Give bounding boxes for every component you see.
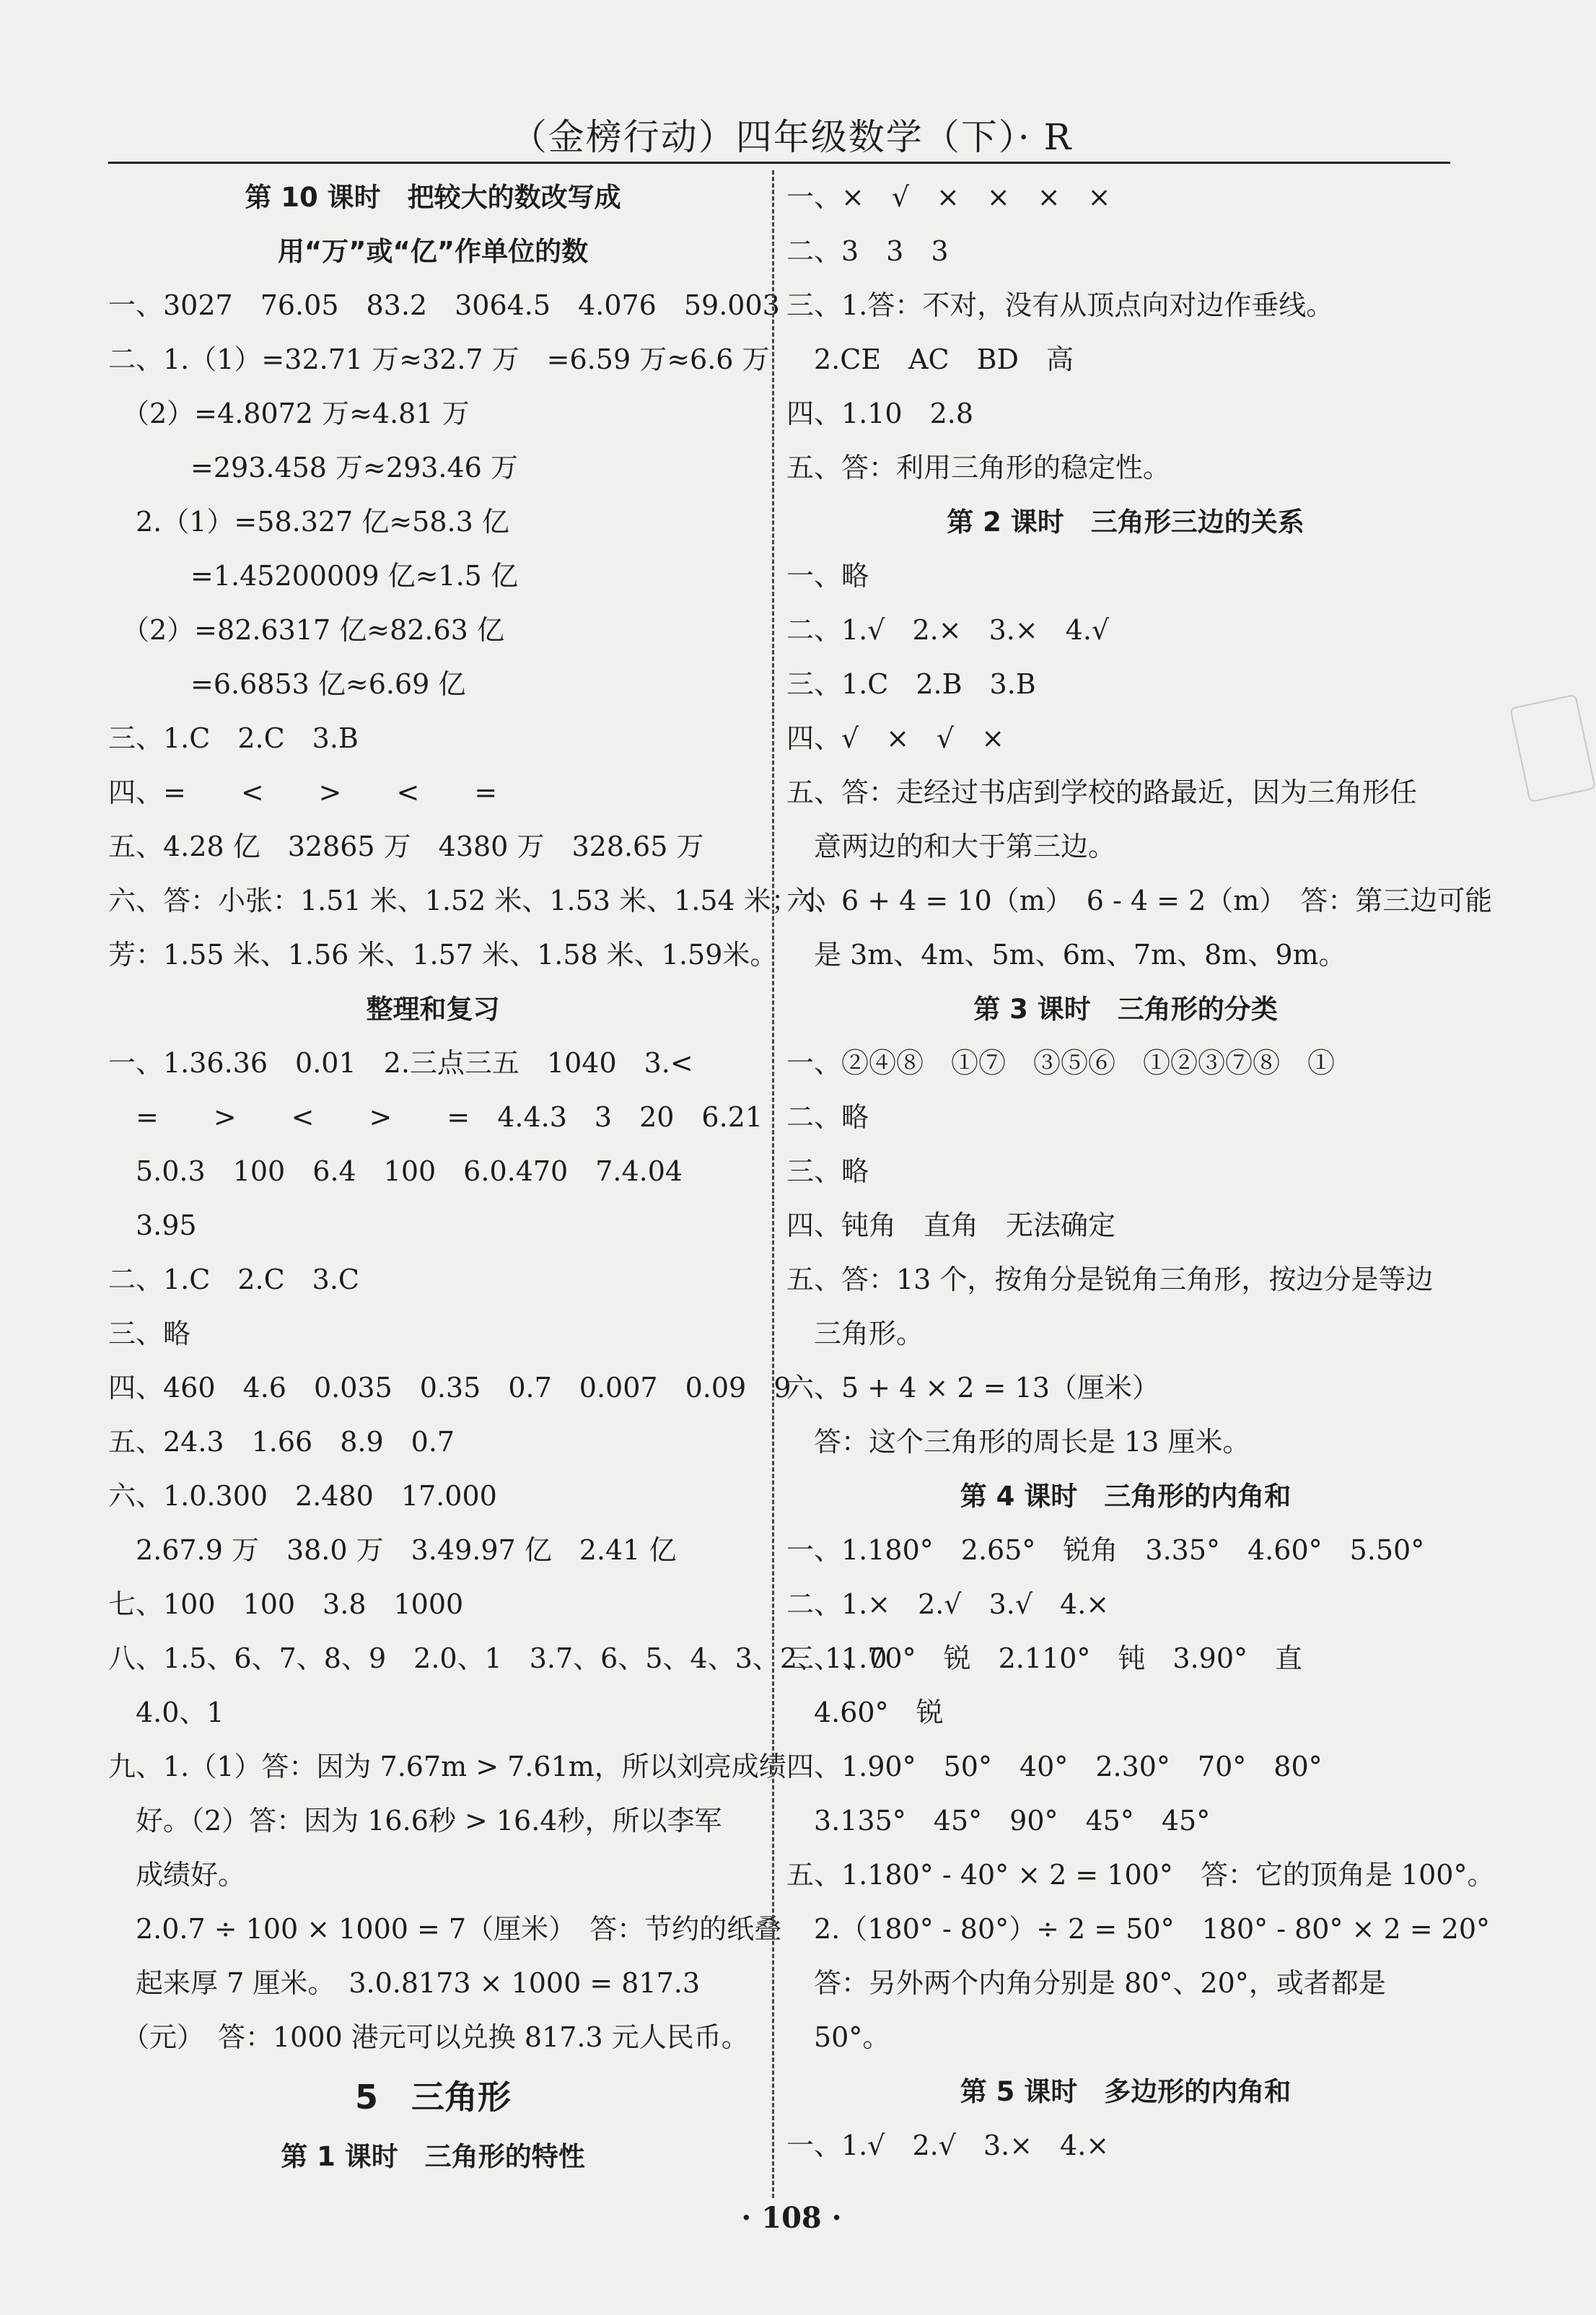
answer-line: 好。（2）答：因为 16.6秒 > 16.4秒，所以李军 (108, 1805, 722, 1837)
answer-line: 七、100 100 3.8 1000 (108, 1588, 464, 1620)
answer-line: 一、1.√ 2.√ 3.× 4.× (786, 2130, 1110, 2161)
answer-line: （2）=4.8072 万≈4.81 万 (108, 398, 470, 429)
answer-line: 五、答：利用三角形的稳定性。 (786, 452, 1171, 483)
lesson-heading: 第 4 课时 三角形的内角和 (960, 1481, 1292, 1512)
answer-line: 芳：1.55 米、1.56 米、1.57 米、1.58 米、1.59米。 (108, 939, 778, 971)
answer-line: 2.（180° - 80°）÷ 2 = 50° 180° - 80° × 2 = 20° (786, 1913, 1490, 1945)
answer-line: 三、略 (108, 1318, 191, 1349)
lesson-heading: 整理和复习 (366, 994, 500, 1025)
answer-line: 二、3 3 3 (786, 235, 949, 267)
answer-line: 答：另外两个内角分别是 80°、20°，或者都是 (786, 1967, 1386, 1999)
unit-title: 5 三角形 (354, 2078, 511, 2117)
answer-line: 三、略 (786, 1155, 869, 1187)
answer-line: 50°。 (786, 2021, 890, 2053)
lesson-heading: 第 5 课时 多边形的内角和 (960, 2076, 1292, 2107)
lesson-heading: 第 3 课时 三角形的分类 (973, 994, 1278, 1025)
page-header: （金榜行动）四年级数学（下）· R (510, 116, 1073, 158)
answer-line: 2.（1）=58.327 亿≈58.3 亿 (108, 506, 509, 538)
answer-line: 三角形。 (786, 1318, 924, 1349)
answer-line: 六、6 + 4 = 10（m） 6 - 4 = 2（m） 答：第三边可能 (786, 885, 1493, 916)
lesson-heading: 用“万”或“亿”作单位的数 (277, 236, 589, 267)
answer-line: 一、3027 76.05 83.2 3064.5 4.076 59.003 (108, 289, 780, 321)
answer-line: 三、1.C 2.C 3.B (108, 722, 359, 754)
answer-line: 四、1.90° 50° 40° 2.30° 70° 80° (786, 1751, 1323, 1782)
answer-line: 四、1.10 2.8 (786, 398, 974, 429)
answer-line: 二、1.（1）=32.71 万≈32.7 万 =6.59 万≈6.6 万 (108, 343, 770, 375)
answer-line: 一、1.36.36 0.01 2.三点三五 1040 3.< (108, 1047, 693, 1079)
answer-line: 2.CE AC BD 高 (786, 343, 1074, 375)
answer-line: 六、1.0.300 2.480 17.000 (108, 1480, 497, 1512)
answer-line: 四、= < > < = (108, 776, 498, 808)
answer-line: 三、1.答：不对，没有从顶点向对边作垂线。 (786, 289, 1334, 321)
answer-line: 成绩好。 (108, 1859, 246, 1891)
answer-line: 三、1.C 2.B 3.B (786, 668, 1036, 700)
answer-line: 5.0.3 100 6.4 100 6.0.470 7.4.04 (108, 1155, 683, 1187)
answer-line: 四、钝角 直角 无法确定 (786, 1209, 1116, 1241)
answer-line: =6.6853 亿≈6.69 亿 (108, 668, 466, 700)
answer-line: （元） 答：1000 港元可以兑换 817.3 元人民币。 (108, 2021, 749, 2053)
answer-line: 五、24.3 1.66 8.9 0.7 (108, 1426, 455, 1458)
answer-line: 4.60° 锐 (786, 1697, 944, 1728)
page-number: · 108 · (741, 2201, 842, 2235)
answer-line: = > < > = 4.4.3 3 20 6.21 (108, 1101, 763, 1133)
answer-line: 二、1.C 2.C 3.C (108, 1264, 359, 1295)
answer-line: 是 3m、4m、5m、6m、7m、8m、9m。 (786, 939, 1346, 971)
answer-line: 二、略 (786, 1101, 869, 1133)
answer-line: =293.458 万≈293.46 万 (108, 452, 518, 483)
lesson-heading: 第 2 课时 三角形三边的关系 (947, 507, 1305, 538)
answer-line: （2）=82.6317 亿≈82.63 亿 (108, 614, 504, 646)
answer-line: 4.0、1 (108, 1697, 224, 1728)
answer-line: 六、答：小张：1.51 米、1.52 米、1.53 米、1.54 米；小 (108, 885, 826, 916)
answer-line: 五、1.180° - 40° × 2 = 100° 答：它的顶角是 100°。 (786, 1859, 1495, 1891)
answer-line: 八、1.5、6、7、8、9 2.0、1 3.7、6、5、4、3、2、1、0 (108, 1642, 887, 1674)
answer-line: 答：这个三角形的周长是 13 厘米。 (786, 1426, 1250, 1458)
answer-line: 2.0.7 ÷ 100 × 1000 = 7（厘米） 答：节约的纸叠 (108, 1913, 782, 1945)
answer-line: 一、略 (786, 560, 869, 592)
answer-line: 三、1.70° 锐 2.110° 钝 3.90° 直 (786, 1642, 1303, 1674)
answer-line: 一、②④⑧ ①⑦ ③⑤⑥ ①②③⑦⑧ ① (786, 1047, 1336, 1079)
lesson-heading: 第 10 课时 把较大的数改写成 (245, 182, 621, 213)
column-divider (772, 170, 774, 2198)
answer-line: 六、5 + 4 × 2 = 13（厘米） (786, 1372, 1159, 1404)
answer-line: 意两边的和大于第三边。 (786, 831, 1116, 862)
header-rule (108, 162, 1450, 164)
answer-line: 五、4.28 亿 32865 万 4380 万 328.65 万 (108, 831, 704, 862)
stamp-watermark (1509, 694, 1596, 803)
answer-line: 3.135° 45° 90° 45° 45° (786, 1805, 1211, 1837)
answer-line: 3.95 (108, 1209, 197, 1241)
answer-line: 二、1.× 2.√ 3.√ 4.× (786, 1588, 1110, 1620)
lesson-heading: 第 1 课时 三角形的特性 (281, 2141, 585, 2172)
answer-line: 五、答：走经过书店到学校的路最近，因为三角形任 (786, 776, 1418, 808)
answer-line: 四、√ × √ × (786, 722, 1005, 754)
answer-line: 二、1.√ 2.× 3.× 4.√ (786, 614, 1110, 646)
answer-line: 一、× √ × × × × (786, 181, 1111, 213)
answer-line: 五、答：13 个，按角分是锐角三角形，按边分是等边 (786, 1264, 1434, 1295)
answer-line: =1.45200009 亿≈1.5 亿 (108, 560, 518, 592)
answer-line: 一、1.180° 2.65° 锐角 3.35° 4.60° 5.50° (786, 1534, 1425, 1566)
answer-line: 2.67.9 万 38.0 万 3.49.97 亿 2.41 亿 (108, 1534, 677, 1566)
answer-line: 起来厚 7 厘米。 3.0.8173 × 1000 = 817.3 (108, 1967, 701, 1999)
answer-line: 九、1.（1）答：因为 7.67m > 7.61m，所以刘亮成绩 (108, 1751, 786, 1782)
right-column (786, 170, 1495, 2173)
answer-line: 四、460 4.6 0.035 0.35 0.7 0.007 0.09 9 (108, 1372, 792, 1404)
